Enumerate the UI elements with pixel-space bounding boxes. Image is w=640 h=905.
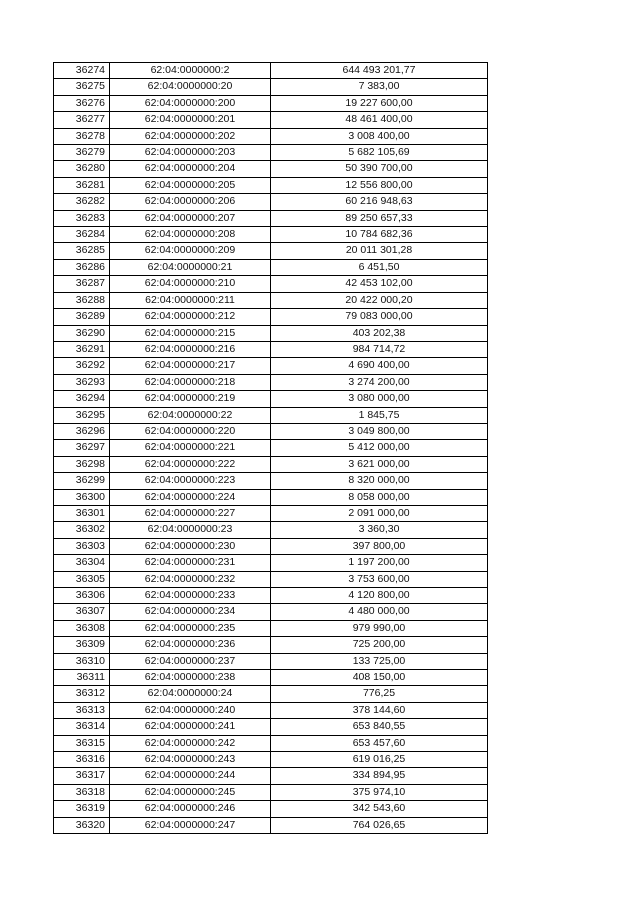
cadastral-number: 62:04:0000000:203: [110, 145, 271, 161]
cadastral-number: 62:04:0000000:223: [110, 473, 271, 489]
cadastral-value: 48 461 400,00: [271, 112, 488, 128]
row-number: 36305: [54, 571, 110, 587]
table-row: [54, 768, 488, 784]
row-number: 36298: [54, 456, 110, 472]
row-number: 36317: [54, 768, 110, 784]
cadastral-number: 62:04:0000000:24: [110, 686, 271, 702]
cadastral-value: 5 682 105,69: [271, 145, 488, 161]
cadastral-value: 4 480 000,00: [271, 604, 488, 620]
cadastral-value: 4 120 800,00: [271, 588, 488, 604]
cadastral-number: 62:04:0000000:236: [110, 637, 271, 653]
table-row: [54, 719, 488, 735]
table-row: [54, 128, 488, 144]
table-row: [54, 456, 488, 472]
row-number: 36286: [54, 259, 110, 275]
cadastral-number: 62:04:0000000:227: [110, 505, 271, 521]
cadastral-number: 62:04:0000000:242: [110, 735, 271, 751]
cadastral-value: 378 144,60: [271, 702, 488, 718]
table-row: [54, 325, 488, 341]
cadastral-number: 62:04:0000000:220: [110, 423, 271, 439]
table-row: [54, 571, 488, 587]
table-body: [54, 63, 488, 834]
cadastral-number: 62:04:0000000:240: [110, 702, 271, 718]
row-number: 36313: [54, 702, 110, 718]
row-number: 36294: [54, 391, 110, 407]
cadastral-value: 979 990,00: [271, 620, 488, 636]
cadastral-number: 62:04:0000000:238: [110, 670, 271, 686]
cadastral-value: 3 753 600,00: [271, 571, 488, 587]
cadastral-number: 62:04:0000000:211: [110, 292, 271, 308]
cadastral-number: 62:04:0000000:243: [110, 752, 271, 768]
table-row: [54, 686, 488, 702]
table-row: [54, 358, 488, 374]
row-number: 36318: [54, 784, 110, 800]
cadastral-number: 62:04:0000000:230: [110, 538, 271, 554]
cadastral-value: 20 011 301,28: [271, 243, 488, 259]
row-number: 36308: [54, 620, 110, 636]
row-number: 36292: [54, 358, 110, 374]
table-row: [54, 391, 488, 407]
row-number: 36288: [54, 292, 110, 308]
table-row: [54, 112, 488, 128]
row-number: 36315: [54, 735, 110, 751]
row-number: 36306: [54, 588, 110, 604]
cadastral-number: 62:04:0000000:200: [110, 95, 271, 111]
cadastral-value: 8 320 000,00: [271, 473, 488, 489]
cadastral-number: 62:04:0000000:217: [110, 358, 271, 374]
cadastral-number: 62:04:0000000:202: [110, 128, 271, 144]
cadastral-value: 89 250 657,33: [271, 210, 488, 226]
cadastral-number: 62:04:0000000:209: [110, 243, 271, 259]
cadastral-value: 60 216 948,63: [271, 194, 488, 210]
row-number: 36279: [54, 145, 110, 161]
cadastral-value: 408 150,00: [271, 670, 488, 686]
cadastral-number: 62:04:0000000:2: [110, 63, 271, 79]
cadastral-value: 725 200,00: [271, 637, 488, 653]
row-number: 36281: [54, 177, 110, 193]
cadastral-value: 7 383,00: [271, 79, 488, 95]
cadastral-value: 342 543,60: [271, 801, 488, 817]
table-row: [54, 227, 488, 243]
table-row: [54, 702, 488, 718]
cadastral-value: 10 784 682,36: [271, 227, 488, 243]
cadastral-value: 12 556 800,00: [271, 177, 488, 193]
cadastral-value: 4 690 400,00: [271, 358, 488, 374]
cadastral-value: 334 894,95: [271, 768, 488, 784]
table-row: [54, 341, 488, 357]
table-row: [54, 309, 488, 325]
row-number: 36307: [54, 604, 110, 620]
cadastral-number: 62:04:0000000:221: [110, 440, 271, 456]
cadastral-value: 397 800,00: [271, 538, 488, 554]
cadastral-number: 62:04:0000000:222: [110, 456, 271, 472]
row-number: 36276: [54, 95, 110, 111]
row-number: 36287: [54, 276, 110, 292]
cadastral-value: 3 080 000,00: [271, 391, 488, 407]
table-row: [54, 194, 488, 210]
row-number: 36291: [54, 341, 110, 357]
table-row: [54, 473, 488, 489]
cadastral-number: 62:04:0000000:20: [110, 79, 271, 95]
cadastral-number: 62:04:0000000:231: [110, 555, 271, 571]
cadastral-value: 133 725,00: [271, 653, 488, 669]
table-row: [54, 79, 488, 95]
table-row: [54, 817, 488, 833]
cadastral-value: 79 083 000,00: [271, 309, 488, 325]
table-row: [54, 63, 488, 79]
cadastral-number: 62:04:0000000:206: [110, 194, 271, 210]
cadastral-number: 62:04:0000000:210: [110, 276, 271, 292]
cadastral-value: 776,25: [271, 686, 488, 702]
cadastral-value: 3 360,30: [271, 522, 488, 538]
table-row: [54, 735, 488, 751]
row-number: 36312: [54, 686, 110, 702]
cadastral-number: 62:04:0000000:224: [110, 489, 271, 505]
table-row: [54, 210, 488, 226]
cadastral-value: 619 016,25: [271, 752, 488, 768]
row-number: 36309: [54, 637, 110, 653]
cadastral-number: 62:04:0000000:232: [110, 571, 271, 587]
cadastral-number: 62:04:0000000:205: [110, 177, 271, 193]
table-row: [54, 555, 488, 571]
table-row: [54, 292, 488, 308]
cadastral-value: 653 840,55: [271, 719, 488, 735]
row-number: 36302: [54, 522, 110, 538]
table-row: [54, 259, 488, 275]
cadastral-value: 1 845,75: [271, 407, 488, 423]
cadastral-number: 62:04:0000000:23: [110, 522, 271, 538]
table-row: [54, 161, 488, 177]
cadastral-number: 62:04:0000000:22: [110, 407, 271, 423]
cadastral-value: 8 058 000,00: [271, 489, 488, 505]
table-row: [54, 522, 488, 538]
cadastral-number: 62:04:0000000:246: [110, 801, 271, 817]
table-row: [54, 637, 488, 653]
cadastral-value: 2 091 000,00: [271, 505, 488, 521]
row-number: 36297: [54, 440, 110, 456]
cadastral-number: 62:04:0000000:237: [110, 653, 271, 669]
row-number: 36314: [54, 719, 110, 735]
cadastral-number: 62:04:0000000:201: [110, 112, 271, 128]
table-row: [54, 670, 488, 686]
cadastral-value: 375 974,10: [271, 784, 488, 800]
table-row: [54, 145, 488, 161]
cadastral-number: 62:04:0000000:215: [110, 325, 271, 341]
row-number: 36299: [54, 473, 110, 489]
cadastral-number: 62:04:0000000:244: [110, 768, 271, 784]
row-number: 36304: [54, 555, 110, 571]
cadastral-number: 62:04:0000000:234: [110, 604, 271, 620]
row-number: 36290: [54, 325, 110, 341]
table-row: [54, 505, 488, 521]
table-row: [54, 653, 488, 669]
table-row: [54, 538, 488, 554]
row-number: 36300: [54, 489, 110, 505]
cadastral-value: 42 453 102,00: [271, 276, 488, 292]
cadastral-number: 62:04:0000000:218: [110, 374, 271, 390]
row-number: 36319: [54, 801, 110, 817]
table-row: [54, 440, 488, 456]
row-number: 36289: [54, 309, 110, 325]
cadastral-number: 62:04:0000000:21: [110, 259, 271, 275]
row-number: 36316: [54, 752, 110, 768]
row-number: 36293: [54, 374, 110, 390]
row-number: 36274: [54, 63, 110, 79]
table-row: [54, 95, 488, 111]
table-row: [54, 374, 488, 390]
table-row: [54, 784, 488, 800]
row-number: 36285: [54, 243, 110, 259]
cadastral-value: 1 197 200,00: [271, 555, 488, 571]
cadastral-number: 62:04:0000000:235: [110, 620, 271, 636]
table-row: [54, 177, 488, 193]
row-number: 36280: [54, 161, 110, 177]
table-row: [54, 407, 488, 423]
cadastral-number: 62:04:0000000:204: [110, 161, 271, 177]
row-number: 36310: [54, 653, 110, 669]
row-number: 36303: [54, 538, 110, 554]
table-row: [54, 801, 488, 817]
cadastral-value: 403 202,38: [271, 325, 488, 341]
cadastral-number: 62:04:0000000:219: [110, 391, 271, 407]
table-row: [54, 752, 488, 768]
table-row: [54, 489, 488, 505]
cadastral-value: 6 451,50: [271, 259, 488, 275]
table-row: [54, 423, 488, 439]
cadastral-number: 62:04:0000000:212: [110, 309, 271, 325]
cadastral-value: 3 008 400,00: [271, 128, 488, 144]
row-number: 36296: [54, 423, 110, 439]
cadastral-value: 644 493 201,77: [271, 63, 488, 79]
cadastral-value: 5 412 000,00: [271, 440, 488, 456]
row-number: 36295: [54, 407, 110, 423]
cadastral-number: 62:04:0000000:233: [110, 588, 271, 604]
row-number: 36320: [54, 817, 110, 833]
table-row: [54, 243, 488, 259]
cadastral-value: 3 621 000,00: [271, 456, 488, 472]
table-row: [54, 604, 488, 620]
table-row: [54, 620, 488, 636]
cadastral-value: 984 714,72: [271, 341, 488, 357]
cadastral-value: 20 422 000,20: [271, 292, 488, 308]
cadastral-value: 764 026,65: [271, 817, 488, 833]
row-number: 36283: [54, 210, 110, 226]
cadastral-value-table: [53, 62, 488, 834]
row-number: 36301: [54, 505, 110, 521]
row-number: 36275: [54, 79, 110, 95]
cadastral-value: 3 049 800,00: [271, 423, 488, 439]
cadastral-number: 62:04:0000000:245: [110, 784, 271, 800]
cadastral-number: 62:04:0000000:208: [110, 227, 271, 243]
row-number: 36277: [54, 112, 110, 128]
cadastral-value: 19 227 600,00: [271, 95, 488, 111]
cadastral-number: 62:04:0000000:241: [110, 719, 271, 735]
row-number: 36311: [54, 670, 110, 686]
cadastral-number: 62:04:0000000:216: [110, 341, 271, 357]
row-number: 36278: [54, 128, 110, 144]
table-row: [54, 276, 488, 292]
cadastral-value: 50 390 700,00: [271, 161, 488, 177]
cadastral-value: 3 274 200,00: [271, 374, 488, 390]
cadastral-number: 62:04:0000000:207: [110, 210, 271, 226]
row-number: 36282: [54, 194, 110, 210]
row-number: 36284: [54, 227, 110, 243]
cadastral-number: 62:04:0000000:247: [110, 817, 271, 833]
cadastral-value: 653 457,60: [271, 735, 488, 751]
table-row: [54, 588, 488, 604]
